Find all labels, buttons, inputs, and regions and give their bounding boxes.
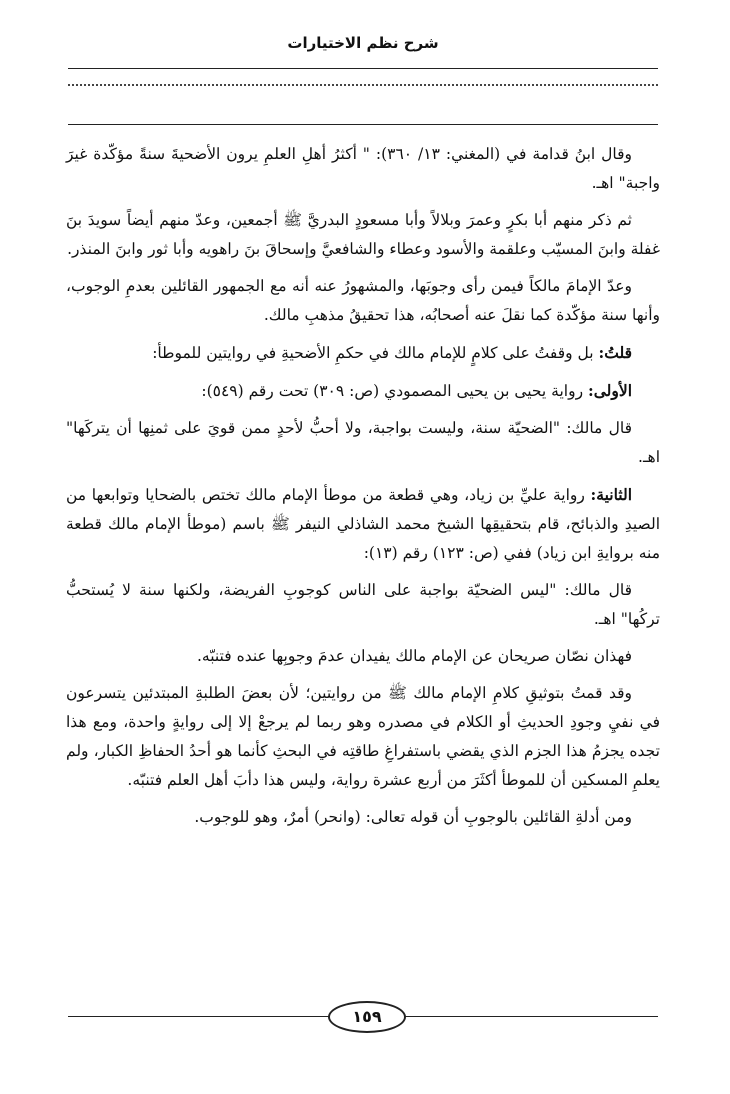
paragraph-5 bbox=[66, 376, 660, 406]
paragraph-text: قال مالك: "ليس الضحيّة بواجبة على الناس كوجوبِ الفريضة، ولكنها سنة لا يُستحبُّ تركُها" اهـ. bbox=[66, 581, 660, 628]
paragraph-3 bbox=[66, 272, 660, 330]
paragraph-text: وعدّ الإمامَ مالكاً فيمن رأى وجوبَها، والمشهورُ عنه أنه مع الجمهور القائلين بعدمِ الوجوب، وأنها سنة مؤكّدة كما نقلَ عنه أصحابُه، هذا تحقيقُ مذهبِ مالك. bbox=[66, 277, 660, 324]
paragraph-label: الأولى: bbox=[588, 381, 632, 400]
paragraph-text: رواية عليِّ بن زياد، وهي قطعة من موطأ الإمام مالك تختص بالضحايا وتوابعها من الصيدِ والذبائح، قام بتحقيقِها الشيخ محمد الشاذلي النيفر ﷺ باسم (موطأ الإمام مالك قطعة منه بروايةِ ابن زياد) ففي (ص: ١٢٣) رقم (١٣): bbox=[66, 486, 660, 562]
paragraph-text: رواية يحيى بن يحيى المصمودي (ص: ٣٠٩) تحت رقم (٥٤٩): bbox=[201, 382, 588, 400]
paragraph-text: قال مالك: "الضحيّة سنة، وليست بواجبة، ولا أحبُّ لأحدٍ ممن قويَ على ثمنِها أن يتركَها" اهـ. bbox=[66, 419, 660, 466]
paragraph-6 bbox=[66, 414, 660, 472]
paragraph-text: فهذان نصّان صريحان عن الإمام مالك يفيدان عدمَ وجوبِها عنده فتنبّه. bbox=[196, 647, 632, 665]
page-number: ١٥٩ bbox=[328, 1001, 406, 1033]
page-header-title: شرح نظم الاختيارات bbox=[287, 34, 439, 52]
header-rule bbox=[68, 68, 658, 69]
paragraph-10 bbox=[66, 679, 660, 795]
paragraph-4 bbox=[66, 338, 660, 368]
paragraph-text: وقال ابنُ قدامة في (المغني: ١٣/ ٣٦٠): " أكثرُ أهلِ العلمِ يرون الأضحيةَ سنةً مؤكّدة غيرَ واجبة" اهـ. bbox=[66, 145, 660, 192]
paragraph-text: بل وقفتُ على كلامٍ للإمام مالك في حكمِ الأضحيةِ في روايتين للموطأ: bbox=[152, 344, 599, 362]
paragraph-label: الثانية: bbox=[590, 485, 632, 504]
paragraph-8 bbox=[66, 576, 660, 634]
paragraph-7 bbox=[66, 480, 660, 568]
page-body bbox=[66, 140, 660, 840]
paragraph-text: وقد قمتُ بتوثيقِ كلامِ الإمام مالك ﷺ من روايتين؛ لأن بعضَ الطلبةِ المبتدئين يتسرعون في نفيِ وجودِ الحديثِ أو الكلام في مصدره وهو ربما لم يرجعْ إلا إلى روايةٍ واحدة، ومع هذا تجده يجزمُ هذا الجزم الذي يقضي باستفراغِ طاقتِه في البحثِ كأنما هو أحدُ الحفاظِ الكبار، ولم يعلمِ المسكين أن للموطأ أكثَرَ من أربع عشرة رواية، وليس هذا دأبَ أهل العلم فتنبّه. bbox=[66, 684, 660, 789]
dotted-separator bbox=[68, 84, 658, 86]
header-rule-lower bbox=[68, 124, 658, 125]
paragraph-9 bbox=[66, 642, 660, 671]
paragraph-text: ثم ذكر منهم أبا بكرٍ وعمرَ وبلالاً وأبا مسعودٍ البدريَّ ﷺ أجمعين، وعدّ منهم أيضاً سويدَ بنَ غفلة وابنَ المسيّب وعلقمة والأسود وعطاء والشافعيَّ وإسحاقَ بنَ راهويه وأبا ثور وابنَ المنذر. bbox=[66, 211, 660, 258]
paragraph-2 bbox=[66, 206, 660, 264]
paragraph-1 bbox=[66, 140, 660, 198]
paragraph-text: ومن أدلةِ القائلين بالوجوبِ أن قوله تعالى: (وانحر) أمرٌ، وهو للوجوب. bbox=[194, 808, 632, 826]
paragraph-11 bbox=[66, 803, 660, 832]
paragraph-label: قلتُ: bbox=[598, 343, 632, 362]
